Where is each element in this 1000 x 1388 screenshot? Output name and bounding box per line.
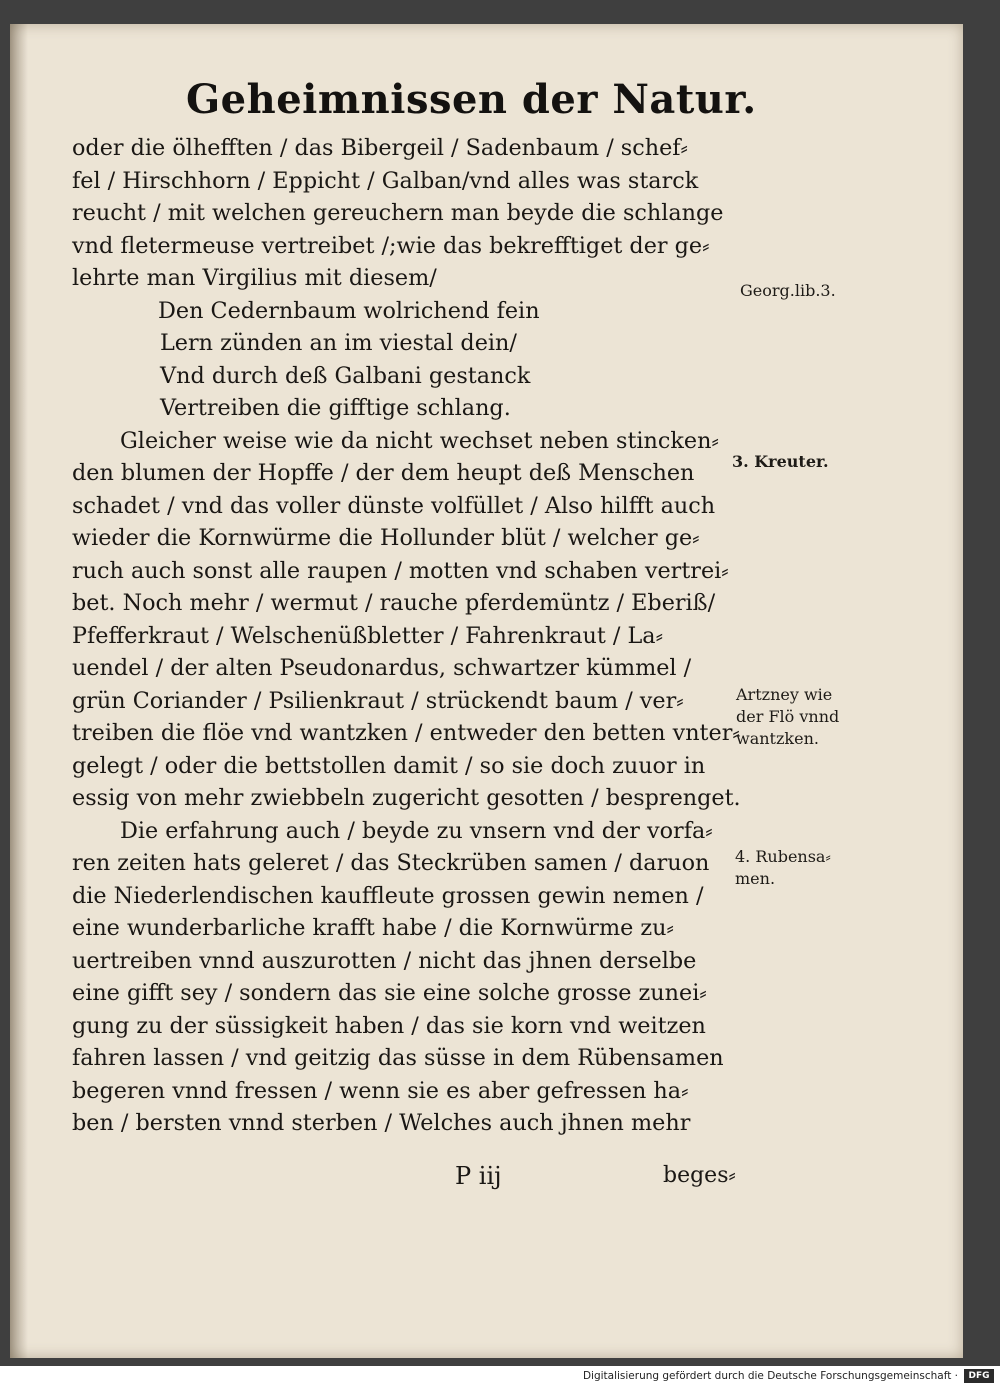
catchword: beges⸗ [663,1163,736,1188]
text-line: treiben die flöe vnd wantzken / entweder den betten vnter⸗ [72,720,740,746]
text-line: fahren lassen / vnd geitzig das süsse in dem Rübensamen [72,1045,724,1071]
verse-line: Vertreiben die gifftige schlang. [160,395,511,421]
page-gutter-shadow [10,24,28,1358]
margin-note-kreuter: 3. Kreuter. [732,452,829,471]
margin-note-ruben-1: 4. Rubensa⸗ [735,847,831,866]
text-line: den blumen der Hopffe / der dem heupt deß Menschen [72,460,695,486]
text-line: reucht / mit welchen gereuchern man beyde die schlange [72,200,724,226]
text-line: fel / Hirschhorn / Eppicht / Galban/vnd alles was starck [72,167,699,194]
text-line: oder die ölhefften / das Bibergeil / Sadenbaum / schef⸗ [72,135,688,161]
text-line: vnd fletermeuse vertreibet /;wie das bekrefftiget der ge⸗ [72,232,710,259]
text-line: essig von mehr zwiebbeln zugericht gesotten / besprenget. [72,785,741,811]
paragraph-first-line: Gleicher weise wie da nicht wechset neben stincken⸗ [120,427,719,454]
text-line: gelegt / oder die bettstollen damit / so sie doch zuuor in [72,752,706,779]
text-line: eine wunderbarliche krafft habe / die Kornwürme zu⸗ [72,915,674,941]
text-line: uendel / der alten Pseudonardus, schwartzer kümmel / [72,655,692,681]
verse-line: Den Cedernbaum wolrichend fein [158,297,540,324]
funding-credit: Digitalisierung gefördert durch die Deutsche Forschungsgemeinschaft · [582,1370,958,1382]
margin-note-georg: Georg.lib.3. [740,281,836,300]
text-line: wieder die Kornwürme die Hollunder blüt / welcher ge⸗ [72,525,700,551]
text-line: gung zu der süssigkeit haben / das sie korn vnd weitzen [72,1012,706,1039]
text-line: schadet / vnd das voller dünste volfüllet / Also hilfft auch [72,492,716,519]
text-line: Pfefferkraut / Welschenüßbletter / Fahrenkraut / La⸗ [72,622,664,649]
dfg-logo: DFG [964,1369,994,1383]
verse-line: Vnd durch deß Galbani gestanck [160,362,531,389]
body-text [72,132,741,1140]
paragraph-first-line: Die erfahrung auch / beyde zu vnsern vnd der vorfa⸗ [120,817,713,844]
text-line: ben / bersten vnnd sterben / Welches auch jhnen mehr [72,1110,691,1136]
margin-note-artzney-2: der Flö vnnd [736,707,840,726]
text-line: die Niederlendischen kauffleute grossen gewin nemen / [72,882,704,909]
text-line: bet. Noch mehr / wermut / rauche pferdemüntz / Eberiß/ [72,590,716,616]
margin-note-artzney-1: Artzney wie [736,685,833,704]
margin-note-artzney-3: wantzken. [736,729,819,748]
text-line: eine gifft sey / sondern das sie eine solche grosse zunei⸗ [72,980,707,1006]
text-line: uertreiben vnnd auszurotten / nicht das jhnen derselbe [72,947,697,974]
verse-line: Lern zünden an im viestal dein/ [160,330,517,356]
text-line: ren zeiten hats geleret / das Steckrüben samen / daruon [72,850,710,876]
margin-note-ruben-2: men. [735,869,776,888]
text-line: ruch auch sonst alle raupen / motten vnd schaben vertrei⸗ [72,557,729,584]
text-line: lehrte man Virgilius mit diesem/ [72,265,437,291]
signature-mark: P iij [455,1162,502,1190]
text-line: begeren vnnd fressen / wenn sie es aber gefressen ha⸗ [72,1077,689,1104]
text-line: grün Coriander / Psilienkraut / strückendt baum / ver⸗ [72,687,684,714]
running-head: Geheimnissen der Natur. [186,76,757,123]
footer-bar [0,1366,1000,1388]
